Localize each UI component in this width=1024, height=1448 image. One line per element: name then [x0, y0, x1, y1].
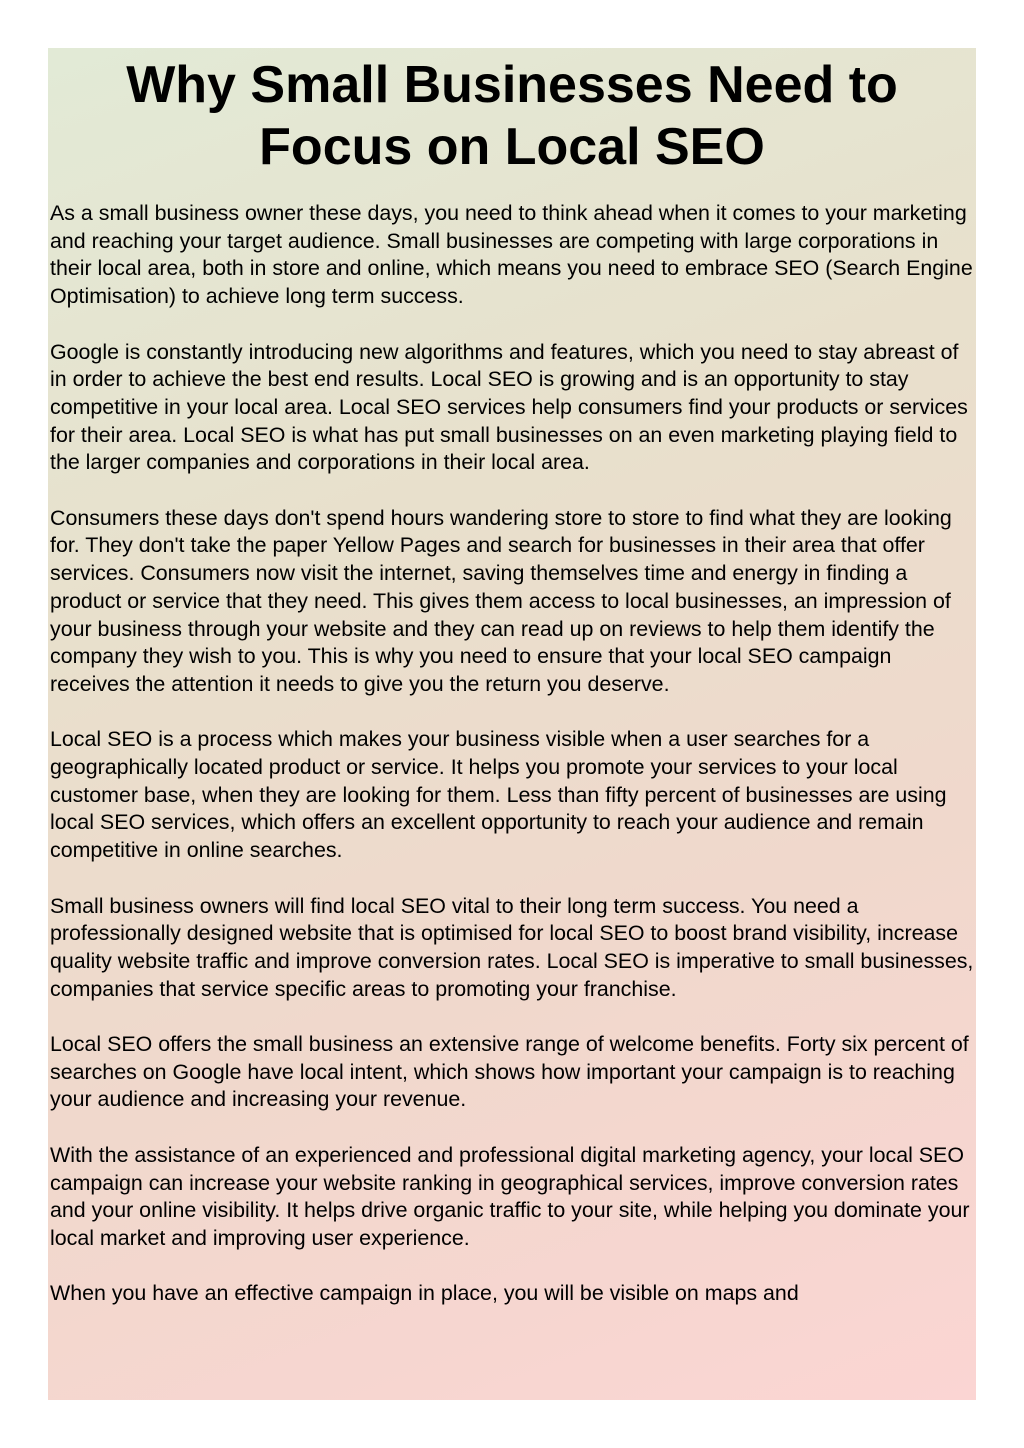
- paragraph: Local SEO is a process which makes your business visible when a user searches for a geographically located product or service. It helps you promote your services to your local customer base, when they are looking for them. Less than fifty percent of businesses are using local SEO services, which offers an excellent opportunity to reach your audience and remain competitive in online searches.: [50, 727, 947, 863]
- document-body: [48, 200, 976, 1308]
- paragraph: When you have an effective campaign in place, you will be visible on maps and: [50, 1281, 799, 1306]
- paragraph: Small business owners will find local SEO vital to their long term success. You need a professionally designed website that is optimised for local SEO to boost brand visibility, increase quality website traffic and improve conversion rates. Local SEO is imperative to small businesses, companies that service specific areas to promoting your franchise.: [50, 893, 974, 1001]
- document-title: Why Small Businesses Need to Focus on Local SEO: [126, 56, 898, 176]
- paragraph: Consumers these days don't spend hours wandering store to store to find what they are looking for. They don't take the paper Yellow Pages and search for businesses in their area that offer services. Consumers now visit the internet, saving themselves time and energy in finding a product or service that they need. This gives them access to local businesses, an impression of your business through your website and they can read up on reviews to help them identify the company they wish to you. This is why you need to ensure that your local SEO campaign receives the attention it needs to give you the return you deserve.: [50, 505, 952, 696]
- paragraph: Local SEO offers the small business an extensive range of welcome benefits. Forty six percent of searches on Google have local intent, which shows how important your campaign is to reaching your audience and increasing your revenue.: [50, 1032, 969, 1112]
- paragraph: With the assistance of an experienced and professional digital marketing agency, your local SEO campaign can increase your website ranking in geographical services, improve conversion rates and your online visibility. It helps drive organic traffic to your site, while helping you dominate your local market and improving user experience.: [50, 1142, 970, 1250]
- document-page: [48, 48, 976, 1400]
- paragraph: As a small business owner these days, you need to think ahead when it comes to your marketing and reaching your target audience. Small businesses are competing with large corporations in their local area, both in store and online, which means you need to embrace SEO (Search Engine Optimisation) to achieve long term success.: [50, 201, 973, 309]
- paragraph: Google is constantly introducing new algorithms and features, which you need to stay abreast of in order to achieve the best end results. Local SEO is growing and is an opportunity to stay competitive in your local area. Local SEO services help consumers find your products or services for their area. Local SEO is what has put small businesses on an even marketing playing field to the larger companies and corporations in their local area.: [50, 339, 968, 475]
